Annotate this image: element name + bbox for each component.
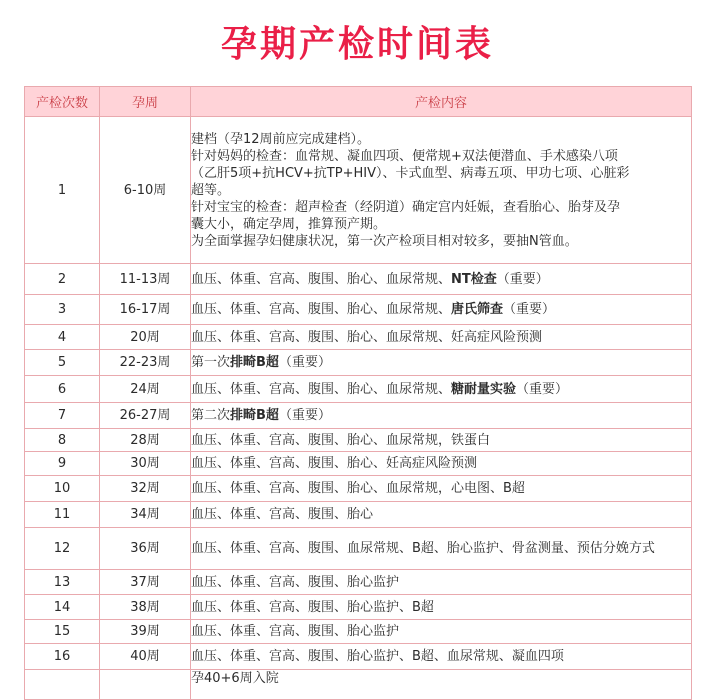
table-row xyxy=(25,325,692,350)
gestational-week: 26-27周 xyxy=(100,403,191,429)
checkup-content: 血压、体重、宫高、腹围、血尿常规、B超、胎心监护、骨盆测量、预估分娩方式 xyxy=(191,528,692,570)
visit-number: 9 xyxy=(25,452,100,476)
visit-number: 16 xyxy=(25,644,100,670)
table-row xyxy=(25,295,692,325)
checkup-content: 血压、体重、宫高、腹围、胎心监护、B超、血尿常规、凝血四项 xyxy=(191,644,692,670)
gestational-week: 36周 xyxy=(100,528,191,570)
checkup-content: 血压、体重、宫高、腹围、胎心监护、B超 xyxy=(191,595,692,620)
visit-number: 4 xyxy=(25,325,100,350)
key-exam: 唐氏筛查 xyxy=(451,302,504,317)
key-exam: 排畸B超 xyxy=(230,355,279,370)
gestational-week: 37周 xyxy=(100,570,191,595)
content-line: （乙肝5项+抗HCV+抗TP+HIV）、卡式血型、病毒五项、甲功七项、心脏彩 xyxy=(191,165,630,181)
visit-number: 3 xyxy=(25,295,100,325)
gestational-week: 39周 xyxy=(100,620,191,644)
table-row xyxy=(25,429,692,452)
visit-number: 1 xyxy=(25,117,100,264)
checkup-content: 血压、体重、宫高、腹围、胎心、血尿常规，心电图、B超 xyxy=(191,476,692,502)
content-line: 囊大小，确定孕周，推算预产期。 xyxy=(191,216,387,232)
key-exam: 糖耐量实验 xyxy=(451,381,517,397)
visit-number: 12 xyxy=(25,528,100,570)
content-line: 针对妈妈的检查：血常规、凝血四项、便常规+双法便潜血、手术感染八项 xyxy=(191,148,618,164)
visit-number: 7 xyxy=(25,403,100,429)
page-title: 孕期产检时间表 xyxy=(220,24,494,65)
table-header-row xyxy=(25,87,692,117)
gestational-week: 32周 xyxy=(100,476,191,502)
visit-number: 6 xyxy=(25,376,100,403)
checkup-content: 血压、体重、宫高、腹围、胎心监护 xyxy=(191,620,692,644)
gestational-week xyxy=(100,670,191,700)
header-visit-number: 产检次数 xyxy=(25,87,100,117)
gestational-week: 40周 xyxy=(100,644,191,670)
visit-number: 5 xyxy=(25,350,100,376)
table-row xyxy=(25,264,692,295)
gestational-week: 24周 xyxy=(100,376,191,403)
table-row xyxy=(25,670,692,700)
checkup-content: 血压、体重、宫高、腹围、胎心 xyxy=(191,502,692,528)
gestational-week: 34周 xyxy=(100,502,191,528)
content-line: 针对宝宝的检查：超声检查（经阴道）确定宫内妊娠，查看胎心、胎芽及孕 xyxy=(191,199,621,215)
checkup-content: 血压、体重、宫高、腹围、胎心、血尿常规、唐氏筛查（重要） xyxy=(191,295,692,325)
visit-number: 10 xyxy=(25,476,100,502)
table-row xyxy=(25,452,692,476)
checkup-content: 血压、体重、宫高、腹围、胎心、妊高症风险预测 xyxy=(191,452,692,476)
gestational-week: 16-17周 xyxy=(100,295,191,325)
checkup-content: 血压、体重、宫高、腹围、胎心、血尿常规、妊高症风险预测 xyxy=(191,325,692,350)
table-row xyxy=(25,502,692,528)
gestational-week: 38周 xyxy=(100,595,191,620)
table-row xyxy=(25,528,692,570)
visit-number: 8 xyxy=(25,429,100,452)
gestational-week: 20周 xyxy=(100,325,191,350)
table-row xyxy=(25,644,692,670)
checkup-content: 血压、体重、宫高、腹围、胎心、血尿常规、NT检查（重要） xyxy=(191,264,692,295)
checkup-content: 第一次排畸B超（重要） xyxy=(191,350,692,376)
visit-number: 13 xyxy=(25,570,100,595)
table-row xyxy=(25,376,692,403)
checkup-content xyxy=(191,117,692,264)
visit-number: 15 xyxy=(25,620,100,644)
visit-number: 14 xyxy=(25,595,100,620)
content-line: 为全面掌握孕妇健康状况，第一次产检项目相对较多，要抽N管血。 xyxy=(191,233,578,249)
checkup-content: 血压、体重、宫高、腹围、胎心监护 xyxy=(191,570,692,595)
gestational-week: 30周 xyxy=(100,452,191,476)
visit-number: 2 xyxy=(25,264,100,295)
gestational-week: 28周 xyxy=(100,429,191,452)
content-line: 超等。 xyxy=(191,182,231,198)
header-gestational-week: 孕周 xyxy=(100,87,191,117)
checkup-content: 第二次排畸B超（重要） xyxy=(191,403,692,429)
gestational-week: 6-10周 xyxy=(100,117,191,264)
table-row xyxy=(25,476,692,502)
header-checkup-content: 产检内容 xyxy=(191,87,692,117)
table-row xyxy=(25,403,692,429)
checkup-schedule-table xyxy=(24,86,692,700)
key-exam: 排畸B超 xyxy=(230,408,279,423)
checkup-content: 血压、体重、宫高、腹围、胎心、血尿常规、糖耐量实验（重要） xyxy=(191,376,692,403)
table-row xyxy=(25,620,692,644)
table-row xyxy=(25,595,692,620)
table-row xyxy=(25,350,692,376)
table-row xyxy=(25,117,692,264)
key-exam: NT检查 xyxy=(451,271,497,287)
gestational-week: 11-13周 xyxy=(100,264,191,295)
table-row xyxy=(25,570,692,595)
checkup-content: 血压、体重、宫高、腹围、胎心、血尿常规，铁蛋白 xyxy=(191,429,692,452)
visit-number xyxy=(25,670,100,700)
visit-number: 11 xyxy=(25,502,100,528)
content-line: 建档（孕12周前应完成建档）。 xyxy=(191,131,371,147)
checkup-content: 孕40+6周入院 xyxy=(191,670,692,700)
gestational-week: 22-23周 xyxy=(100,350,191,376)
